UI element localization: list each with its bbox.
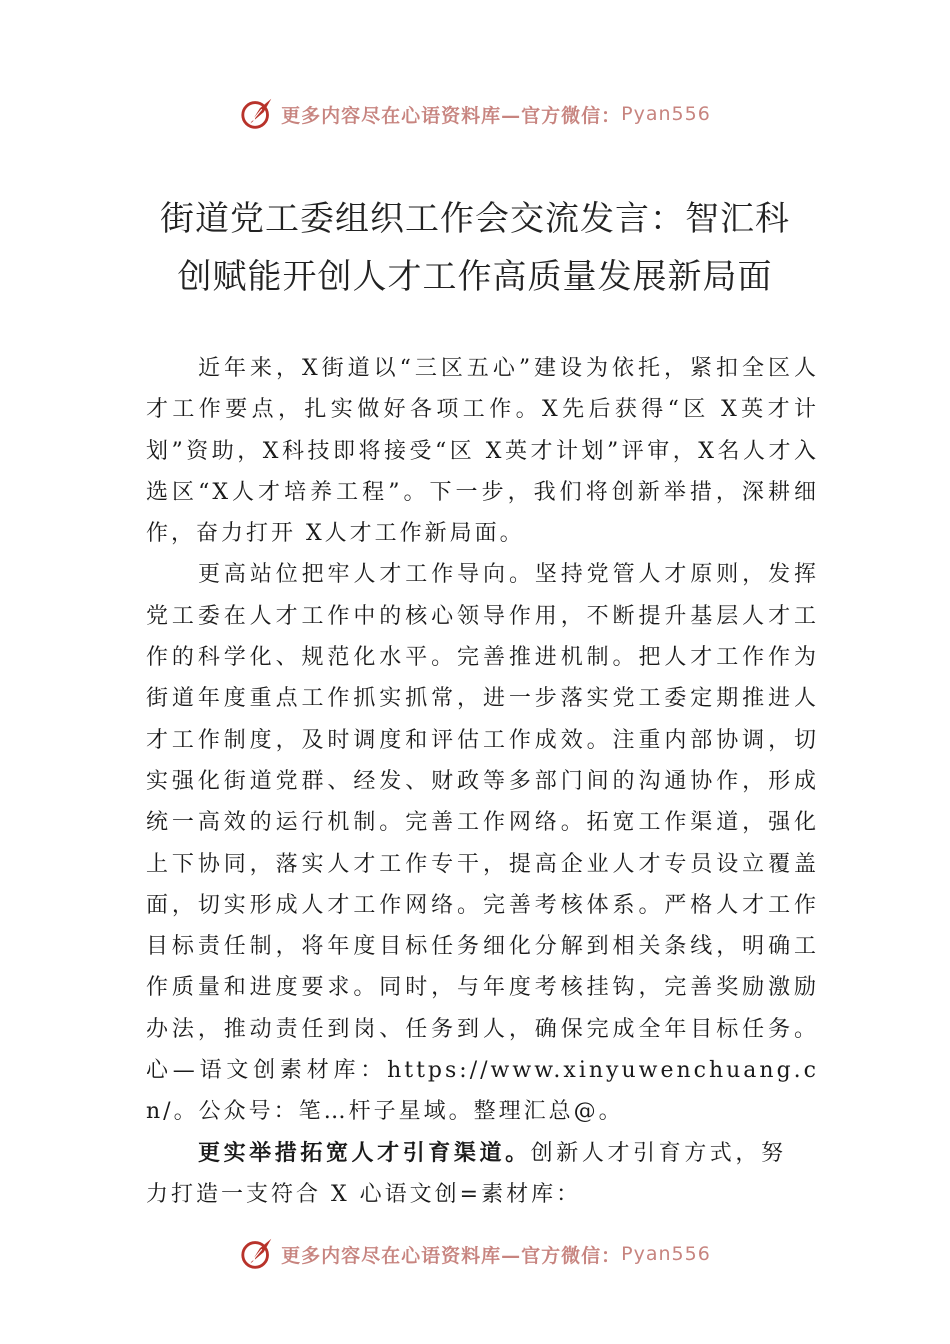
- document-body: [146, 348, 819, 1215]
- watermark-wechat-id: Pyan556: [621, 1243, 711, 1265]
- watermark-text: 更多内容尽在心语资料库—官方微信：: [281, 1244, 622, 1267]
- footer-watermark: [0, 1234, 950, 1274]
- paragraph-lead-heading: 更实举措拓宽人才引育渠道。: [198, 1139, 531, 1166]
- watermark-wechat-id: Pyan556: [621, 103, 711, 125]
- title-line-2: 创赋能开创人才工作高质量发展新局面: [177, 257, 773, 297]
- paragraph-guidance: 更高站位把牢人才工作导向。坚持党管人才原则，发挥党工委在人才工作中的核心领导作用，不断提升基层人才工作的科学化、规范化水平。完善推进机制。把人才工作作为街道年度重点工作抓实抓常，进一步落实党工委定期推进人才工作制度，及时调度和评估工作成效。注重内部协调，切实强化街道党群、经发、财政等多部门间的沟通协作，形成统一高效的运行机制。完善工作网络。拓宽工作渠道，强化上下协同，落实人才工作专干，提高企业人才专员设立覆盖面，切实形成人才工作网络。完善考核体系。严格人才工作目标责任制，将年度目标任务细化分解到相关条线，明确工作质量和进度要求。同时，与年度考核挂钩，完善奖励激励办法，推动责任到岗、任务到人，确保完成全年目标任务。心—语文创素材库：https://www.xinyuwenchuang.cn/。公众号：笔…杆子星域。整理汇总@。: [146, 562, 819, 1125]
- quill-logo-icon: [239, 1235, 277, 1273]
- title-line-1: 街道党工委组织工作会交流发言：智汇科: [160, 199, 790, 239]
- quill-logo-icon: [239, 95, 277, 133]
- paragraph-channels: [146, 1133, 786, 1216]
- paragraph-channels-text: 创新人才引育方式，努力打造一支符合 X 心语文创=素材库：: [146, 1140, 786, 1207]
- watermark-text: 更多内容尽在心语资料库—官方微信：: [281, 104, 622, 127]
- document-title: [120, 190, 830, 306]
- header-watermark: [0, 94, 950, 134]
- paragraph-intro: 近年来，X街道以“三区五心”建设为依托，紧扣全区人才工作要点，扎实做好各项工作。X先后获得“区 X英才计划”资助，X科技即将接受“区 X英才计划”评审，X名人才入选区“X人才培养工程”。下一步，我们将创新举措，深耕细作，奋力打开 X人才工作新局面。: [146, 356, 819, 547]
